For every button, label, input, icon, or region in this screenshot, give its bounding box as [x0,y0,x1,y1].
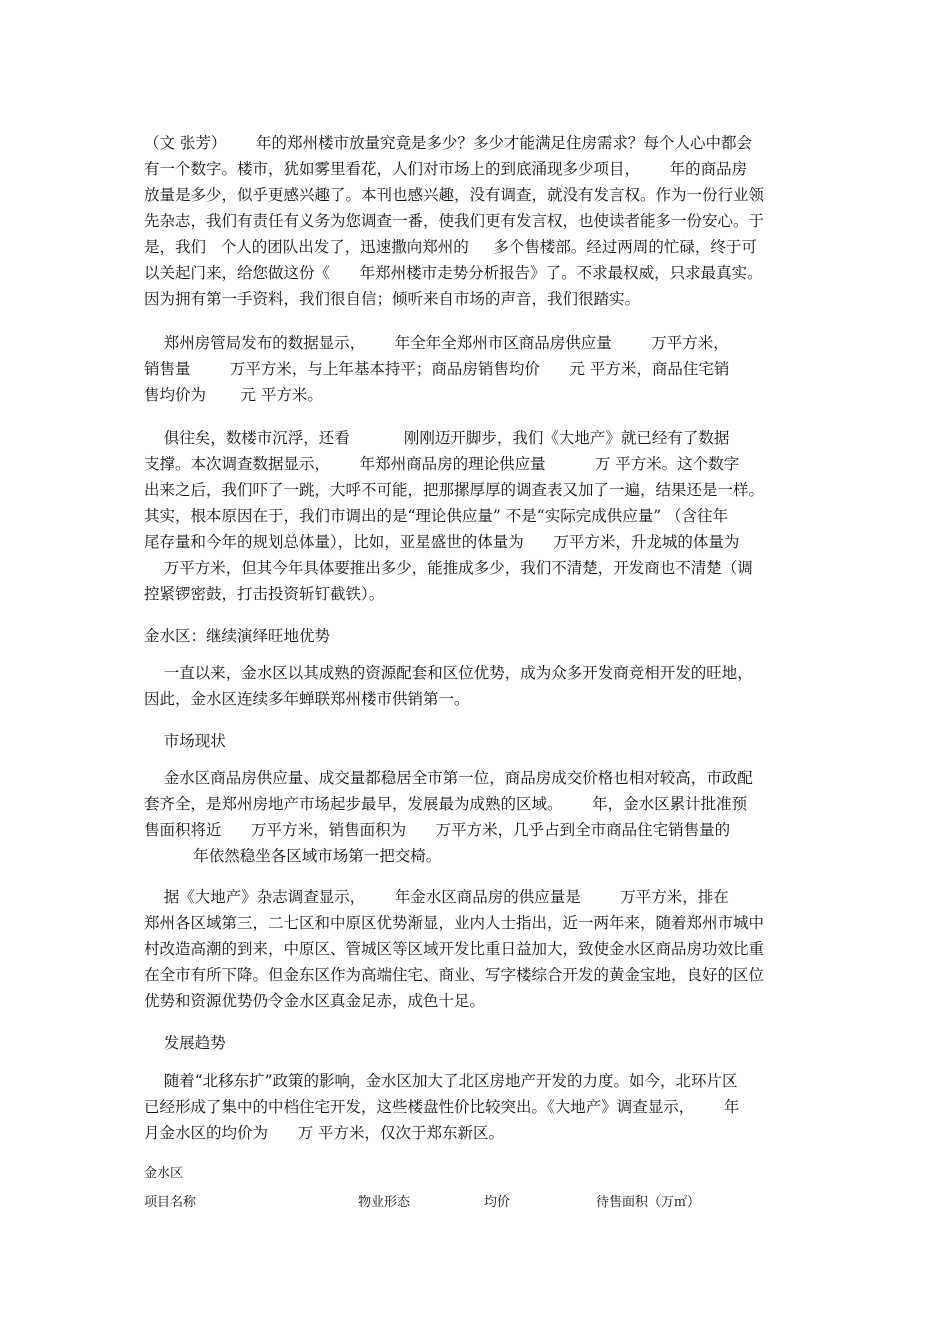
survey-supply-paragraph-line: 在全市有所下降。但金东区作为高端住宅、商业、写字楼综合开发的黄金宝地，良好的区位 [144,966,765,984]
intro-paragraph-line: 有一个数字。楼市，犹如雾里看花，人们对市场上的到底涌现多少项目， 年的商品房 [144,160,748,178]
jinshui-heading-line: 金水区：继续演绎旺地优势 [144,627,331,645]
housing-bureau-paragraph-line: 销售量 万平方米，与上年基本持平；商品房销售均价 元 平方米，商品住宅销 [144,360,730,378]
table-caption: 金水区 [144,1166,184,1181]
intro-paragraph-line: 是，我们 个人的团队出发了，迅速撒向郑州的 多个售楼部。经过两周的忙碌，终于可 [144,238,757,256]
intro-paragraph-line: 放量是多少，似乎更感兴趣了。本刊也感兴趣，没有调查，就没有发言权。作为一份行业领 [144,186,765,204]
housing-bureau-paragraph-line: 售均价为 元 平方米。 [144,386,323,404]
intro-paragraph-line: 以关起门来，给您做这份《 年郑州楼市走势分析报告》了。不求最权威，只求最真实。 [144,264,763,282]
market-status-paragraph-line: 套齐全，是郑州房地产市场起步最早，发展最为成熟的区域。 年，金水区累计批准预 [144,795,748,813]
development-trend-paragraph-line: 随着“北移东扩”政策的影响，金水区加大了北区房地产开发的力度。如今，北环片区 [144,1072,738,1090]
jinshui-intro-paragraph-line: 因此，金水区连续多年蝉联郑州楼市供销第一。 [144,690,470,708]
intro-paragraph-line: 因为拥有第一手资料，我们很自信；倾听来自市场的声音，我们很踏实。 [144,290,641,308]
table-header-name: 项目名称 [144,1195,197,1210]
survey-paragraph-line: 出来之后，我们吓了一跳，大呼不可能，把那摞厚厚的调查表又加了一遍，结果还是一样。 [144,481,765,499]
jinshui-intro-paragraph-line: 一直以来，金水区以其成熟的资源配套和区位优势，成为众多开发商竞相开发的旺地， [144,664,753,682]
survey-paragraph-line: 万平方米，但其今年具体要推出多少，能推成多少，我们不清楚，开发商也不清楚（调 [144,559,753,577]
survey-paragraph-line: 支撑。本次调查数据显示， 年郑州商品房的理论供应量 万 平方米。这个数字 [144,455,740,473]
survey-supply-paragraph-line: 优势和资源优势仍令金水区真金足赤，成色十足。 [144,992,486,1010]
survey-paragraph-line: 俱往矣，数楼市沉浮，还看 刚刚迈开脚步，我们《大地产》就已经有了数据 [144,429,730,447]
market-status-paragraph-line: 售面积将近 万平方米，销售面积为 万平方米，几乎占到全市商品住宅销售量的 [144,821,731,839]
survey-supply-paragraph-line: 据《大地产》杂志调查显示， 年金水区商品房的供应量是 万平方米，排在 [144,888,729,906]
survey-supply-paragraph-line: 村改造高潮的到来，中原区、管城区等区域开发比重日益加大，致使金水区商品房功效比重 [144,940,765,958]
table-header-unsold-area: 待售面积（万㎡） [596,1195,701,1210]
development-trend-paragraph-line: 月金水区的均价为 万 平方米，仅次于郑东新区。 [144,1124,504,1142]
intro-paragraph-line: （文 张芳） 年的郑州楼市放量究竟是多少？多少才能满足住房需求？每个人心中都会 [144,134,752,152]
survey-paragraph-line: 其实，根本原因在于，我们市调出的是“理论供应量” 不是“实际完成供应量” （含往年 [144,507,729,525]
survey-supply-paragraph-line: 郑州各区域第三，二七区和中原区优势渐显，业内人士指出，近一两年来，随着郑州市城中 [144,914,765,932]
intro-paragraph-line: 先杂志，我们有责任有义务为您调查一番，使我们更有发言权，也使读者能多一份安心。于 [144,212,765,230]
market-status-paragraph-line: 年依然稳坐各区域市场第一把交椅。 [144,847,442,865]
development-trend-heading-line: 发展趋势 [144,1034,226,1052]
survey-paragraph-line: 尾存量和今年的规划总体量），比如，亚星盛世的体量为 万平方米，升龙城的体量为 [144,533,740,551]
development-trend-paragraph-line: 已经形成了集中的中档住宅开发，这些楼盘性价比较突出。《大地产》调查显示， 年 [144,1098,740,1116]
survey-paragraph-line: 控紧锣密鼓，打击投资斩钉截铁）。 [144,585,385,603]
table-header-avg-price: 均价 [484,1195,511,1210]
market-status-heading-line: 市场现状 [144,732,226,750]
table-header-property-type: 物业形态 [358,1195,411,1210]
market-status-paragraph-line: 金水区商品房供应量、成交量都稳居全市第一位，商品房成交价格也相对较高，市政配 [144,769,753,787]
housing-bureau-paragraph-line: 郑州房管局发布的数据显示， 年全年全郑州市区商品房供应量 万平方米， [144,334,729,352]
